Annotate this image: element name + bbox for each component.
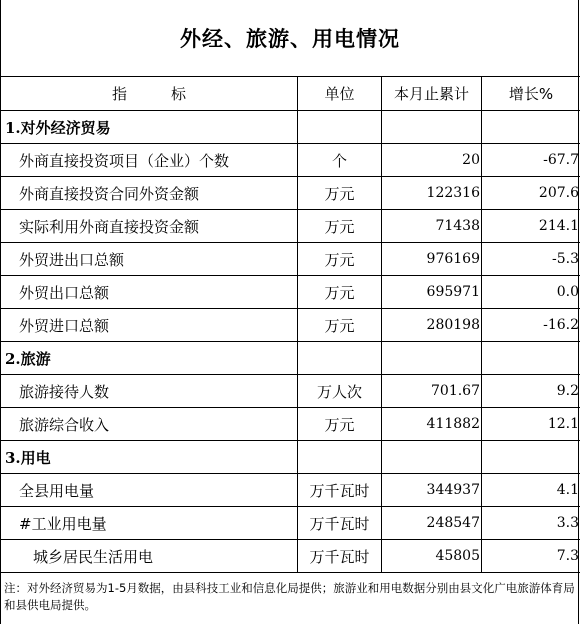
indicator-name: 旅游综合收入 xyxy=(1,408,298,441)
table-row xyxy=(1,474,580,507)
indicator-name: 外贸进口总额 xyxy=(1,309,298,342)
table-row xyxy=(1,177,580,210)
growth-value: -5.3 xyxy=(482,243,580,276)
header-indicator-b: 标 xyxy=(171,85,187,103)
unit-cell: 万千瓦时 xyxy=(298,507,382,540)
growth-value: 207.6 xyxy=(482,177,580,210)
table-row xyxy=(1,540,580,573)
cumulative-value: 411882 xyxy=(382,408,482,441)
growth-value: -16.2 xyxy=(482,309,580,342)
indicator-name: 外贸出口总额 xyxy=(1,276,298,309)
table-row xyxy=(1,243,580,276)
section-growth-cell xyxy=(482,342,580,375)
growth-value: 0.0 xyxy=(482,276,580,309)
section-label: 3.用电 xyxy=(1,441,298,474)
section-label: 2.旅游 xyxy=(1,342,298,375)
cumulative-value: 280198 xyxy=(382,309,482,342)
growth-value: 4.1 xyxy=(482,474,580,507)
cumulative-value: 20 xyxy=(382,144,482,177)
indicator-name: 城乡居民生活用电 xyxy=(1,540,298,573)
table-row xyxy=(1,507,580,540)
unit-cell: 万元 xyxy=(298,243,382,276)
unit-cell: 个 xyxy=(298,144,382,177)
unit-cell: 万元 xyxy=(298,276,382,309)
growth-value: 9.2 xyxy=(482,375,580,408)
section-label: 1.对外经济贸易 xyxy=(1,111,298,144)
indicator-name: 外商直接投资项目（企业）个数 xyxy=(1,144,298,177)
unit-cell: 万人次 xyxy=(298,375,382,408)
section-value-cell xyxy=(382,342,482,375)
header-growth: 增长% xyxy=(482,77,580,111)
section-unit-cell xyxy=(298,441,382,474)
section-value-cell xyxy=(382,441,482,474)
section-growth-cell xyxy=(482,111,580,144)
indicator-name: 旅游接待人数 xyxy=(1,375,298,408)
indicator-name: 外贸进出口总额 xyxy=(1,243,298,276)
footnote: 注：对外经济贸易为1-5月数据，由县科技工业和信息化局提供；旅游业和用电数据分别由县文化广电旅游体育局和县供电局提供。 xyxy=(4,581,575,612)
indicator-name: 外商直接投资合同外资金额 xyxy=(1,177,298,210)
page-title: 外经、旅游、用电情况 xyxy=(180,26,400,51)
section-unit-cell xyxy=(298,342,382,375)
unit-cell: 万千瓦时 xyxy=(298,540,382,573)
cumulative-value: 701.67 xyxy=(382,375,482,408)
header-indicator-a: 指 xyxy=(111,85,127,103)
header-unit: 单位 xyxy=(298,77,382,111)
table-row xyxy=(1,408,580,441)
indicator-name: #工业用电量 xyxy=(1,507,298,540)
growth-value: 214.1 xyxy=(482,210,580,243)
section-row xyxy=(1,342,580,375)
cumulative-value: 45805 xyxy=(382,540,482,573)
section-value-cell xyxy=(382,111,482,144)
section-row xyxy=(1,111,580,144)
table-row xyxy=(1,276,580,309)
table-row xyxy=(1,144,580,177)
header-indicator xyxy=(1,77,298,111)
unit-cell: 万元 xyxy=(298,177,382,210)
section-unit-cell xyxy=(298,111,382,144)
cumulative-value: 695971 xyxy=(382,276,482,309)
unit-cell: 万元 xyxy=(298,408,382,441)
cumulative-value: 344937 xyxy=(382,474,482,507)
section-growth-cell xyxy=(482,441,580,474)
growth-value: 3.3 xyxy=(482,507,580,540)
cumulative-value: 71438 xyxy=(382,210,482,243)
table-row xyxy=(1,210,580,243)
header-cumulative: 本月止累计 xyxy=(382,77,482,111)
section-row xyxy=(1,441,580,474)
table-row xyxy=(1,375,580,408)
cumulative-value: 248547 xyxy=(382,507,482,540)
cumulative-value: 122316 xyxy=(382,177,482,210)
growth-value: -67.7 xyxy=(482,144,580,177)
growth-value: 7.3 xyxy=(482,540,580,573)
cumulative-value: 976169 xyxy=(382,243,482,276)
growth-value: 12.1 xyxy=(482,408,580,441)
unit-cell: 万千瓦时 xyxy=(298,474,382,507)
data-table xyxy=(0,76,580,573)
table-row xyxy=(1,309,580,342)
unit-cell: 万元 xyxy=(298,210,382,243)
indicator-name: 实际利用外商直接投资金额 xyxy=(1,210,298,243)
unit-cell: 万元 xyxy=(298,309,382,342)
indicator-name: 全县用电量 xyxy=(1,474,298,507)
table-header-row xyxy=(1,77,580,111)
